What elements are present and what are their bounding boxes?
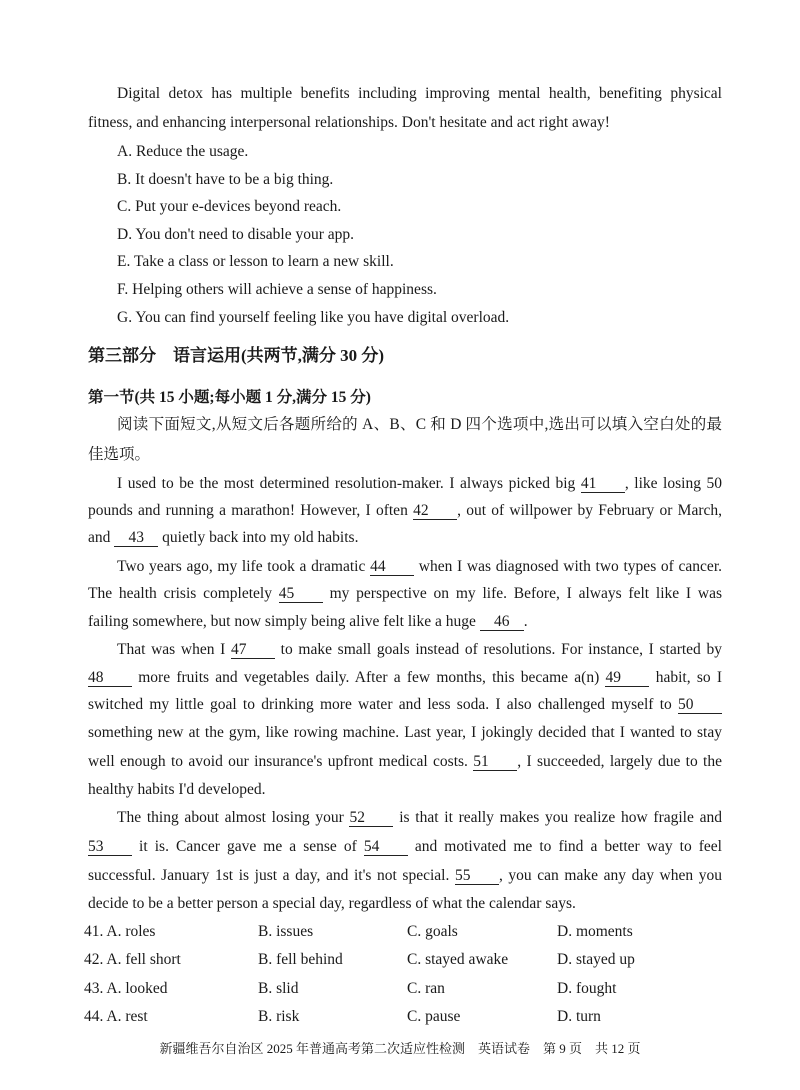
passage-text: decide to be a better person a special day, regardless of what the calendar says. — [88, 895, 576, 912]
passage-text: successful. January 1st is just a day, and it's not special. — [88, 867, 455, 884]
option-item: B. It doesn't have to be a big thing. — [117, 170, 334, 188]
answer-option: C. ran — [407, 979, 445, 997]
answer-option: B. fell behind — [258, 951, 343, 969]
passage-text: to make small goals instead of resolutions. For instance, I started by — [274, 641, 722, 658]
passage-text: healthy habits I'd developed. — [88, 781, 266, 798]
option-item: E. Take a class or lesson to learn a new skill. — [117, 253, 394, 271]
passage-text: Two years ago, my life took a dramatic — [117, 558, 371, 575]
answer-option: 43. A. looked — [84, 979, 168, 997]
passage-line — [117, 640, 722, 660]
blank-41: 41 — [581, 475, 625, 493]
passage-line — [88, 528, 722, 548]
passage-line — [88, 501, 722, 521]
passage-text: . — [523, 613, 528, 630]
blank-50: 50 — [678, 696, 722, 714]
blank-49: 49 — [605, 669, 649, 687]
passage-text: it is. Cancer gave me a sense of — [132, 838, 364, 855]
passage-line — [88, 780, 722, 800]
blank-51: 51 — [473, 753, 517, 771]
answer-option: 41. A. roles — [84, 923, 156, 940]
answer-option: B. issues — [258, 923, 314, 940]
answer-option: D. stayed up — [557, 951, 635, 969]
passage-text: habit, so I — [649, 669, 723, 686]
passage-line — [117, 557, 722, 577]
blank-42: 42 — [413, 502, 457, 520]
instructions: 佳选项。 — [88, 446, 151, 463]
passage-line — [88, 866, 722, 886]
blank-55: 55 — [455, 867, 499, 885]
passage-line — [117, 474, 722, 494]
passage-line — [117, 808, 722, 828]
option-item: F. Helping others will achieve a sense of happiness. — [117, 281, 437, 298]
blank-53: 53 — [88, 838, 132, 856]
page-footer: 新疆维吾尔自治区 2025 年普通高考第二次适应性检测 英语试卷 第 9 页 共 12 页 — [159, 1041, 641, 1056]
passage-text: , I succeeded, largely due to the — [517, 753, 722, 770]
passage-line — [88, 837, 722, 857]
blank-43: 43 — [114, 529, 158, 547]
passage-line — [88, 668, 722, 688]
answer-option: C. pause — [407, 1008, 461, 1026]
passage-text: more fruits and vegetables daily. After a few months, this became a(n) — [132, 669, 606, 686]
option-item: G. You can find yourself feeling like you have digital overload. — [117, 308, 510, 326]
answer-option: D. fought — [557, 979, 617, 997]
passage-text: , like losing 50 — [624, 475, 722, 492]
option-item: C. Put your e-devices beyond reach. — [117, 198, 342, 216]
passage-text: well enough to avoid our insurance's upfront medical costs. — [88, 753, 474, 770]
passage-line — [88, 612, 722, 632]
passage-text: , out of willpower by February or March, — [457, 502, 722, 519]
passage-text: I used to be the most determined resolution-maker. I always picked big — [117, 475, 581, 492]
answer-option: B. risk — [258, 1008, 300, 1026]
passage-text: and motivated me to find a better way to feel — [407, 838, 722, 855]
blank-48: 48 — [88, 669, 132, 687]
blank-46: 46 — [480, 613, 524, 631]
passage-text: failing somewhere, but now simply being alive felt like a huge — [88, 613, 480, 630]
instructions: 阅读下面短文,从短文后各题所给的 A、B、C 和 D 四个选项中,选出可以填入空白处的最 — [117, 416, 722, 433]
passage-line — [88, 584, 722, 604]
passage-text: when I was diagnosed with two types of cancer. — [414, 558, 722, 575]
answer-option: B. slid — [258, 979, 299, 997]
answer-option: D. moments — [557, 923, 633, 940]
blank-52: 52 — [349, 809, 393, 827]
answer-option: C. goals — [407, 923, 458, 940]
passage-line — [88, 894, 722, 914]
intro-line: Digital detox has multiple benefits including improving mental health, benefiting physical — [117, 85, 722, 102]
passage-line — [88, 723, 722, 743]
passage-text: something new at the gym, like rowing machine. Last year, I jokingly decided that I wanted to stay — [88, 724, 722, 741]
passage-text: my perspective on my life. Before, I always felt like I was — [322, 585, 722, 602]
option-item: A. Reduce the usage. — [117, 143, 249, 160]
answer-option: D. turn — [557, 1008, 601, 1026]
answer-option: C. stayed awake — [407, 951, 509, 969]
passage-text: pounds and running a marathon! However, I often — [88, 502, 414, 519]
blank-47: 47 — [231, 641, 275, 659]
passage-text: and — [88, 529, 115, 546]
passage-text: , you can make any day when you — [498, 867, 722, 884]
section-heading: 第一节(共 15 小题;每小题 1 分,满分 15 分) — [88, 389, 371, 406]
passage-line — [88, 752, 722, 772]
passage-text: is that it really makes you realize how fragile and — [393, 809, 722, 826]
passage-text: quietly back into my old habits. — [158, 529, 359, 546]
passage-text: That was when I — [117, 641, 231, 658]
blank-45: 45 — [279, 585, 323, 603]
part-heading: 第三部分 语言运用(共两节,满分 30 分) — [88, 346, 385, 365]
blank-44: 44 — [370, 558, 414, 576]
answer-option: 42. A. fell short — [84, 951, 181, 969]
passage-text: The thing about almost losing your — [117, 809, 350, 826]
passage-text: The health crisis completely — [88, 585, 279, 602]
passage-line — [88, 695, 722, 715]
blank-54: 54 — [364, 838, 408, 856]
passage-text: switched my little goal to drinking more water and less soda. I also challenged myself to — [88, 696, 678, 713]
answer-option: 44. A. rest — [84, 1008, 148, 1026]
option-item: D. You don't need to disable your app. — [117, 225, 354, 243]
intro-line: fitness, and enhancing interpersonal relationships. Don't hesitate and act right away! — [88, 114, 610, 131]
